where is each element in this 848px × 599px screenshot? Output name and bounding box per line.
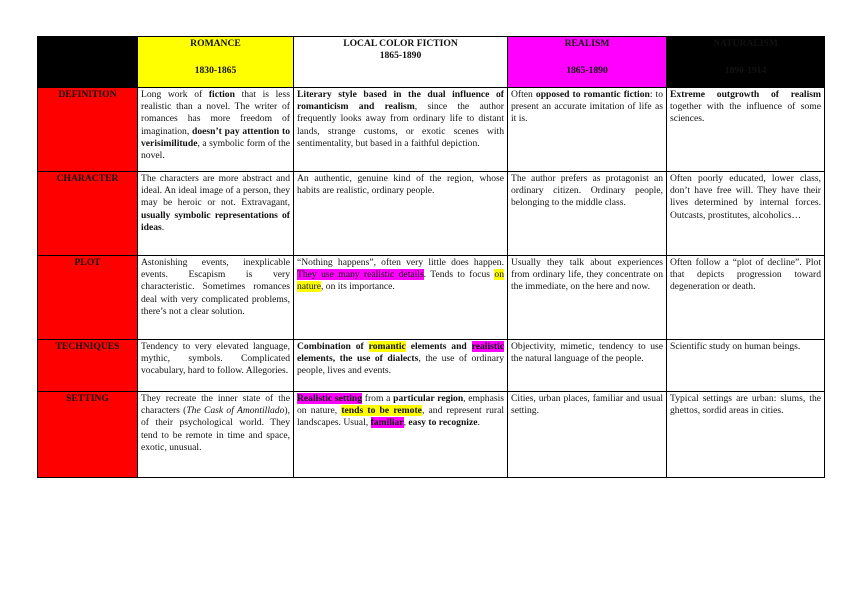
techniques-naturalism: Scientific study on human beings. <box>667 340 825 392</box>
character-realism: The author prefers as protagonist an ordinary citizen. Ordinary people, belonging to the middle class. <box>508 172 667 256</box>
row-label-setting: SETTING <box>38 392 138 478</box>
realism-header <box>508 37 667 88</box>
plot-realism: Usually they talk about experiences from ordinary life, they concentrate on the immediate, on the here and now. <box>508 256 667 340</box>
setting-local: Realistic setting from a particular region, emphasis on nature, tends to be remote, and represent rural landscapes. Usual, familiar, easy to recognize. <box>294 392 508 478</box>
naturalism-years: 1890-1914 <box>724 65 767 77</box>
character-romance: The characters are more abstract and ideal. An ideal image of a person, they may be heroic or not. Extravagant, usually symbolic representations of ideas. <box>138 172 294 256</box>
plot-romance: Astonishing events, inexplicable events. Escapism is very characteristic. Sometimes romances deal with very complicated problems, there’s not a clear solution. <box>138 256 294 340</box>
techniques-local: Combination of romantic elements and realistic elements, the use of dialects, the use of ordinary people, lives and events. <box>294 340 508 392</box>
setting-row <box>38 392 825 478</box>
definition-local: Literary style based in the dual influence of romanticism and realism, since the author frequently looks away from ordinary life to distant lands, strange customs, or exotic scenes with sentimentality, but based in a faithful depiction. <box>294 88 508 172</box>
character-row <box>38 172 825 256</box>
naturalism-header <box>667 37 825 88</box>
corner-cell <box>38 37 138 88</box>
realism-years: 1865-1890 <box>566 65 608 77</box>
romance-title: ROMANCE <box>190 38 241 49</box>
definition-realism: Often opposed to romantic fiction: to present an accurate imitation of life as it is. <box>508 88 667 172</box>
row-label-character: CHARACTER <box>38 172 138 256</box>
techniques-row <box>38 340 825 392</box>
literary-movements-table <box>37 36 825 478</box>
definition-naturalism: Extreme outgrowth of realism together with the influence of some sciences. <box>667 88 825 172</box>
character-local: An authentic, genuine kind of the region, whose habits are realistic, ordinary people. <box>294 172 508 256</box>
setting-realism: Cities, urban places, familiar and usual setting. <box>508 392 667 478</box>
header-row <box>38 37 825 88</box>
local-color-years: 1865-1890 <box>379 50 422 62</box>
definition-romance: Long work of fiction that is less realistic than a novel. The writer of romances has more freedom of imagination, doesn’t pay attention to verisimilitude, a symbolic form of the novel. <box>138 88 294 172</box>
romance-years: 1830-1865 <box>194 65 237 77</box>
row-label-techniques: TECHNIQUES <box>38 340 138 392</box>
row-label-definition: DEFINITION <box>38 88 138 172</box>
local-color-header <box>294 37 508 88</box>
naturalism-title: NATURALISM <box>713 38 778 49</box>
row-label-plot: PLOT <box>38 256 138 340</box>
setting-naturalism: Typical settings are urban: slums, the ghettos, sordid areas in cities. <box>667 392 825 478</box>
techniques-realism: Objectivity, mimetic, tendency to use the natural language of the people. <box>508 340 667 392</box>
character-naturalism: Often poorly educated, lower class, don’t have free will. They have their lives determined by internal forces. Outcasts, prostitutes, alcoholics… <box>667 172 825 256</box>
setting-romance: They recreate the inner state of the characters (The Cask of Amontillado), of their psychological world. They tend to be remote in time and space, exotic, unusual. <box>138 392 294 478</box>
techniques-romance: Tendency to very elevated language, mythic, symbols. Complicated vocabulary, hard to follow. Allegories. <box>138 340 294 392</box>
local-color-title: LOCAL COLOR FICTION <box>343 38 458 49</box>
definition-row <box>38 88 825 172</box>
plot-local: “Nothing happens”, often very little does happen. They use many realistic details. Tends to focus on nature, on its importance. <box>294 256 508 340</box>
plot-naturalism: Often follow a “plot of decline”. Plot that depicts progression toward degeneration or death. <box>667 256 825 340</box>
plot-row <box>38 256 825 340</box>
romance-header <box>138 37 294 88</box>
realism-title: REALISM <box>564 38 610 49</box>
